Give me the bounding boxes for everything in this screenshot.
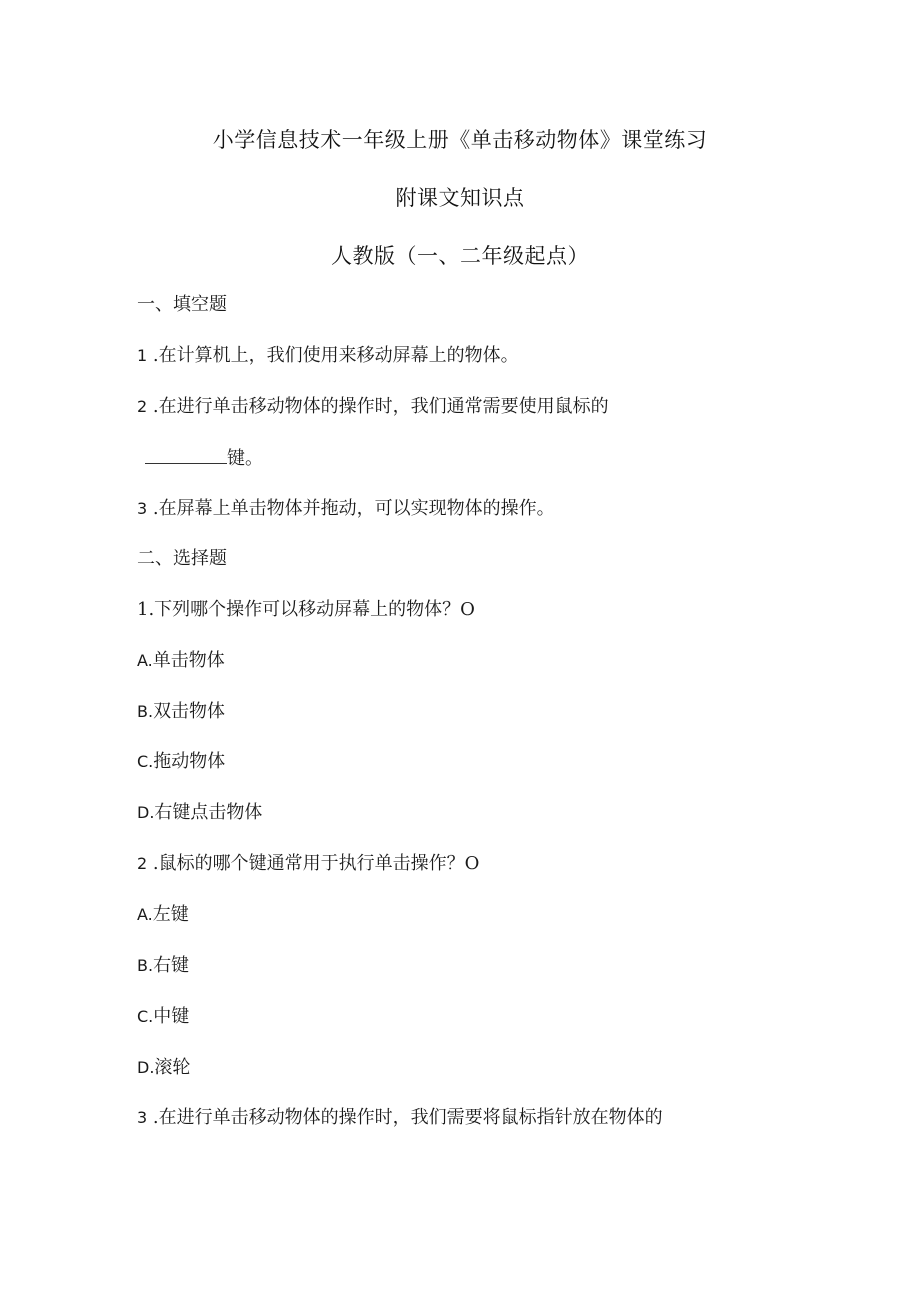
fill-question-2 <box>137 394 609 420</box>
document-subtitle: 附课文知识点 <box>395 186 525 210</box>
choice-question-1: 1.下列哪个操作可以移动屏幕上的物体？O <box>137 599 475 620</box>
option-letter: B. <box>137 702 154 721</box>
question-number: 3 <box>137 499 148 518</box>
choice-option-c <box>137 749 225 775</box>
fill-question-2-continuation <box>137 445 263 472</box>
question-text: .在计算机上，我们使用来移动屏幕上的物体。 <box>147 345 519 366</box>
choice-option-c <box>137 1004 189 1030</box>
option-letter: D. <box>137 803 155 822</box>
section-heading-fill-in: 一、填空题 <box>137 294 227 315</box>
fill-question-3 <box>137 496 555 522</box>
option-text: 右键 <box>153 955 190 976</box>
question-text-cont: 键。 <box>227 448 263 469</box>
choice-question-2 <box>137 851 479 877</box>
question-text: .在进行单击移动物体的操作时，我们通常需要使用鼠标的 <box>147 396 609 417</box>
choice-option-d <box>137 1055 190 1081</box>
question-number: 3 <box>137 1108 148 1127</box>
option-text: 双击物体 <box>153 701 226 722</box>
choice-option-a <box>137 902 189 928</box>
option-text: 左键 <box>152 904 189 925</box>
question-text: .在进行单击移动物体的操作时，我们需要将鼠标指针放在物体的 <box>147 1107 663 1128</box>
choice-option-d <box>137 800 262 826</box>
answer-blank <box>145 445 227 464</box>
option-letter: A. <box>137 651 153 670</box>
document-edition: 人教版（一、二年级起点） <box>331 244 589 268</box>
option-text: 中键 <box>153 1006 190 1027</box>
option-letter: B. <box>137 956 154 975</box>
document-title: 小学信息技术一年级上册《单击移动物体》课堂练习 <box>212 128 708 152</box>
choice-option-b <box>137 699 225 725</box>
option-letter: A. <box>137 905 153 924</box>
option-letter: C. <box>137 752 154 771</box>
option-letter: C. <box>137 1007 154 1026</box>
choice-option-a <box>137 648 225 674</box>
option-text: 右键点击物体 <box>154 802 263 823</box>
question-text: .鼠标的哪个键通常用于执行单击操作？O <box>147 853 480 874</box>
option-text: 单击物体 <box>152 650 225 671</box>
fill-question-1 <box>137 343 519 369</box>
option-text: 拖动物体 <box>153 751 226 772</box>
question-text: .在屏幕上单击物体并拖动，可以实现物体的操作。 <box>147 498 555 519</box>
option-letter: D. <box>137 1058 155 1077</box>
section-heading-choice: 二、选择题 <box>137 548 227 569</box>
option-text: 滚轮 <box>154 1057 191 1078</box>
choice-option-b <box>137 953 189 979</box>
question-number: 1 <box>137 346 148 365</box>
question-number: 2 <box>137 854 148 873</box>
question-number: 2 <box>137 397 148 416</box>
choice-question-3 <box>137 1105 663 1131</box>
